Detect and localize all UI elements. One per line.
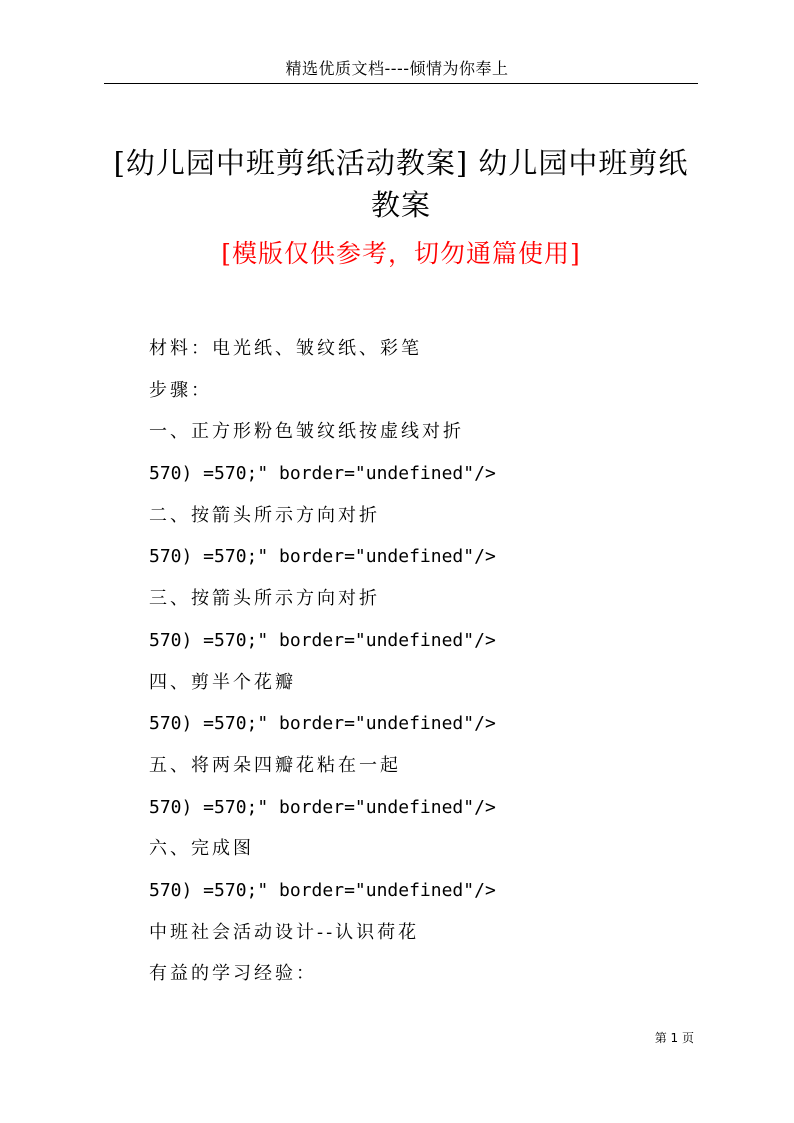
document-title: [幼儿园中班剪纸活动教案] 幼儿园中班剪纸教案 — [113, 146, 689, 222]
broken-image-markup: 570) =570;" border="undefined"/> — [149, 796, 496, 818]
broken-image-markup: 570) =570;" border="undefined"/> — [149, 546, 496, 568]
section-heading: 中班社会活动设计--认识荷花 — [149, 921, 420, 943]
broken-image-markup: 570) =570;" border="undefined"/> — [149, 879, 496, 901]
broken-image-markup: 570) =570;" border="undefined"/> — [149, 713, 496, 735]
broken-image-markup: 570) =570;" border="undefined"/> — [149, 463, 496, 485]
steps-heading: 步骤： — [149, 379, 212, 401]
step-4: 四、剪半个花瓣 — [149, 671, 296, 693]
step-6: 六、完成图 — [149, 838, 254, 860]
step-5: 五、将两朵四瓣花粘在一起 — [149, 754, 401, 776]
step-1: 一、正方形粉色皱纹纸按虚线对折 — [149, 421, 464, 443]
step-3: 三、按箭头所示方向对折 — [149, 588, 380, 610]
document-subtitle: [模版仅供参考，切勿通篇使用] — [221, 239, 581, 268]
document-body — [149, 333, 709, 1000]
step-2: 二、按箭头所示方向对折 — [149, 504, 380, 526]
page-header: 精选优质文档----倾情为你奉上 — [285, 59, 509, 78]
page-number: 第 1 页 — [654, 1031, 694, 1045]
materials-line: 材料：电光纸、皱纹纸、彩笔 — [149, 338, 422, 359]
broken-image-markup: 570) =570;" border="undefined"/> — [149, 629, 496, 651]
learning-experience-heading: 有益的学习经验： — [149, 963, 317, 985]
header-divider — [104, 83, 698, 84]
